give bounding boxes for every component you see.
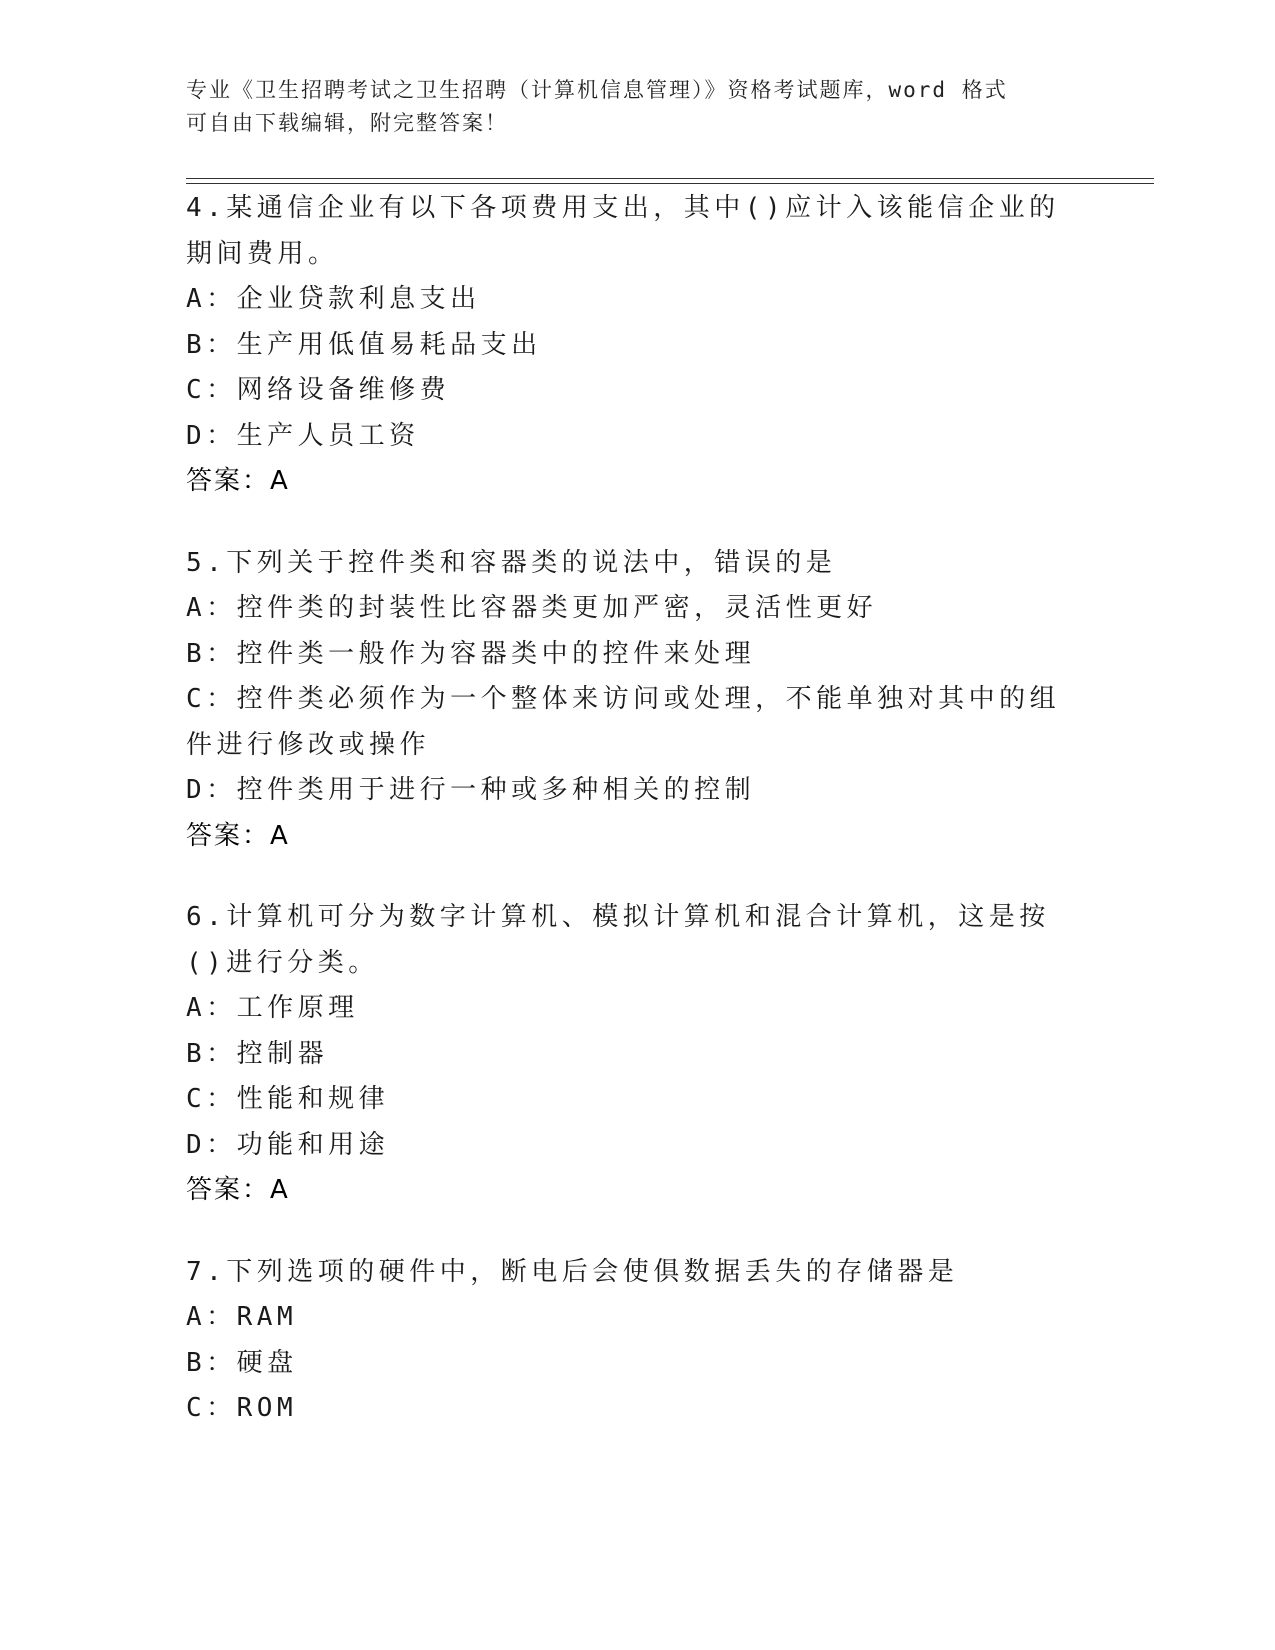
option-b: B：控件类一般作为容器类中的控件来处理 xyxy=(186,638,756,669)
header-line-2: 可自由下载编辑，附完整答案！ xyxy=(186,111,508,135)
question-stem: 5.下列关于控件类和容器类的说法中，错误的是 xyxy=(186,547,837,578)
header-line-1: 专业《卫生招聘考试之卫生招聘（计算机信息管理）》资格考试题库，word 格式 xyxy=(186,78,1008,102)
question-5 xyxy=(186,541,1086,860)
option-c: C：控件类必须作为一个整体来访问或处理，不能单独对其中的组件进行修改或操作 xyxy=(186,684,1061,760)
header-divider-top xyxy=(186,178,1154,179)
option-c: C：网络设备维修费 xyxy=(186,375,451,405)
document-header xyxy=(186,74,1066,140)
option-d: D：控件类用于进行一种或多种相关的控制 xyxy=(186,775,756,805)
option-b: B：硬盘 xyxy=(186,1347,298,1378)
question-6 xyxy=(186,895,1086,1214)
answer-label: 答案：A xyxy=(186,820,290,851)
option-c: C：性能和规律 xyxy=(186,1084,390,1114)
option-b: B：控制器 xyxy=(186,1038,329,1069)
question-list xyxy=(186,186,1086,1468)
option-a: A：企业贷款利息支出 xyxy=(186,284,481,314)
question-stem: 6.计算机可分为数字计算机、模拟计算机和混合计算机，这是按()进行分类。 xyxy=(186,902,1050,978)
option-a: A：RAM xyxy=(186,1302,298,1332)
question-stem: 4.某通信企业有以下各项费用支出，其中()应计入该能信企业的期间费用。 xyxy=(186,193,1060,269)
question-stem: 7.下列选项的硬件中，断电后会使俱数据丢失的存储器是 xyxy=(186,1256,959,1287)
question-7 xyxy=(186,1250,1086,1432)
option-a: A：控件类的封装性比容器类更加严密，灵活性更好 xyxy=(186,593,878,623)
option-a: A：工作原理 xyxy=(186,993,359,1023)
option-b: B：生产用低值易耗品支出 xyxy=(186,329,542,360)
option-d: D：功能和用途 xyxy=(186,1129,390,1160)
answer-label: 答案：A xyxy=(186,1175,290,1205)
header-divider-bottom xyxy=(186,183,1154,184)
question-4 xyxy=(186,186,1086,505)
option-d: D：生产人员工资 xyxy=(186,420,420,451)
answer-label: 答案：A xyxy=(186,466,290,496)
option-c: C：ROM xyxy=(186,1393,298,1423)
